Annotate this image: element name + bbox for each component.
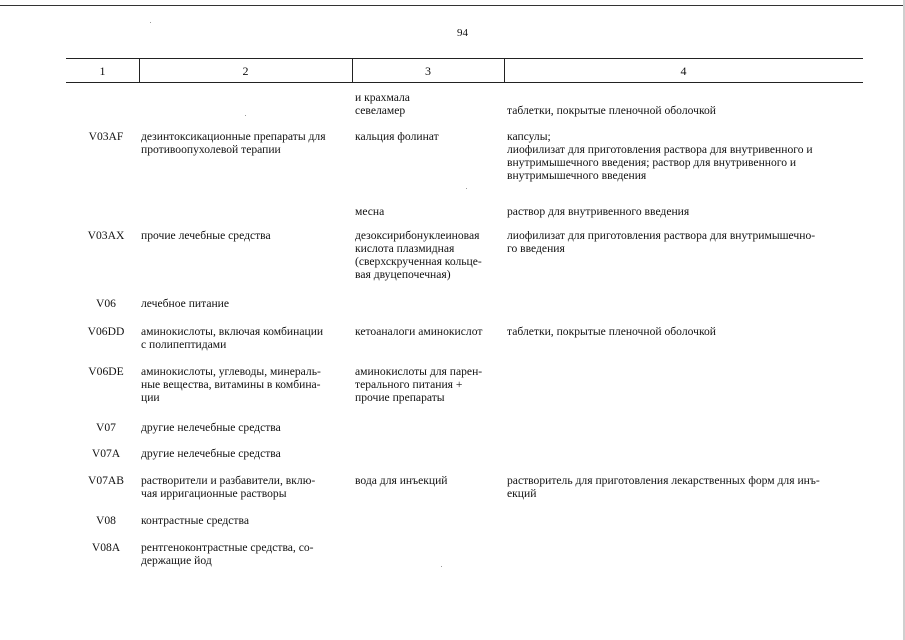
row-code: V07A (91, 447, 121, 460)
row-drug-line: и крахмала (355, 91, 410, 104)
row-group (141, 514, 348, 527)
row-code: V07AB (87, 474, 125, 487)
row-form-line: го введения (507, 242, 565, 255)
row-group-line: растворители и разбавители, вклю- (141, 474, 316, 487)
row-group-line: ные вещества, витамины в комбина- (141, 378, 321, 391)
row-form (507, 474, 859, 500)
row-group-line: лечебное питание (141, 297, 230, 310)
row-group-line: другие нелечебные средства (141, 421, 281, 434)
row-drug (355, 474, 500, 487)
row-group-line: прочие лечебные средства (141, 229, 271, 242)
row-group-line: дезинтоксикационные препараты для (141, 130, 326, 143)
row-code: V03AX (87, 229, 125, 242)
row-group (141, 130, 348, 156)
row-form-line: внутримышечного введения; раствор для внутривенного и (507, 156, 797, 169)
row-group-line: с полипептидами (141, 338, 227, 351)
row-form-line: раствор для внутривенного введения (507, 205, 690, 218)
row-group (141, 447, 348, 460)
scan-speck (245, 115, 246, 116)
row-drug-line: (сверхскрученная кольце- (355, 255, 482, 268)
row-drug (355, 205, 500, 218)
scan-speck (150, 22, 151, 23)
table-header (66, 58, 863, 82)
row-form (507, 229, 859, 255)
row-code: V08 (96, 514, 116, 527)
header-bottom-rule (66, 82, 863, 83)
row-group-line: аминокислоты, включая комбинации (141, 325, 324, 338)
row-drug (355, 365, 500, 404)
row-form (507, 130, 859, 182)
column-header-2: 2 (242, 64, 249, 78)
row-drug-line: дезоксирибонуклеиновая (355, 229, 480, 242)
row-drug-line: вая двуцепочечная) (355, 268, 451, 281)
row-form-line: внутримышечного введения (507, 169, 647, 182)
row-form-line: лиофилизат для приготовления раствора для внутривенного и (507, 143, 813, 156)
row-drug-line: кислота плазмидная (355, 242, 455, 255)
row-drug-line: севеламер (355, 104, 406, 117)
row-group (141, 474, 348, 500)
header-top-rule (66, 58, 863, 59)
row-group-line: противоопухолевой терапии (141, 143, 281, 156)
row-form-line: растворитель для приготовления лекарственных форм для инъ- (507, 474, 820, 487)
row-drug-line: терального питания + (355, 378, 463, 391)
row-group (141, 297, 348, 310)
column-header-1: 1 (99, 64, 106, 78)
row-group-line: рентгеноконтрастные средства, со- (141, 541, 314, 554)
row-drug (355, 229, 500, 281)
row-drug-line: вода для инъекций (355, 474, 448, 487)
row-drug-line: кальция фолинат (355, 130, 439, 143)
row-code: V07 (96, 421, 116, 434)
row-drug (355, 91, 500, 117)
row-group (141, 541, 348, 567)
row-group-line: ции (141, 391, 160, 404)
row-group-line: аминокислоты, углеводы, минераль- (141, 365, 321, 378)
row-code: V06DE (88, 365, 124, 378)
row-group (141, 229, 348, 242)
scan-speck (441, 566, 442, 567)
scan-top-border (0, 5, 905, 6)
row-drug-line: месна (355, 205, 385, 218)
row-form (507, 91, 859, 117)
row-group-line: чая ирригационные растворы (141, 487, 287, 500)
column-header-3: 3 (425, 64, 431, 78)
row-drug-line: прочие препараты (355, 391, 445, 404)
row-group (141, 325, 348, 351)
row-form-line: екций (507, 487, 537, 500)
row-drug (355, 130, 500, 143)
row-group-line: контрастные средства (141, 514, 249, 527)
row-group (141, 365, 348, 404)
row-drug-line: кетоаналоги аминокислот (355, 325, 483, 338)
scan-speck (466, 188, 467, 189)
row-form (507, 325, 859, 338)
row-group-line: держащие йод (141, 554, 212, 567)
row-code: V03AF (88, 130, 124, 143)
row-form-line: капсулы; (507, 130, 551, 143)
row-drug (355, 325, 500, 338)
column-header-4: 4 (680, 64, 687, 78)
page-number: 94 (457, 27, 468, 39)
row-code: V06 (96, 297, 116, 310)
row-form-line (507, 91, 859, 104)
row-form (507, 205, 859, 218)
row-form-line: таблетки, покрытые пленочной оболочкой (507, 325, 716, 338)
row-code: V06DD (87, 325, 125, 338)
row-form-line: таблетки, покрытые пленочной оболочкой (507, 104, 716, 117)
row-group (141, 421, 348, 434)
row-drug-line: аминокислоты для парен- (355, 365, 483, 378)
row-form-line: лиофилизат для приготовления раствора для внутримышечно- (507, 229, 816, 242)
row-code: V08A (91, 541, 121, 554)
row-group-line: другие нелечебные средства (141, 447, 281, 460)
